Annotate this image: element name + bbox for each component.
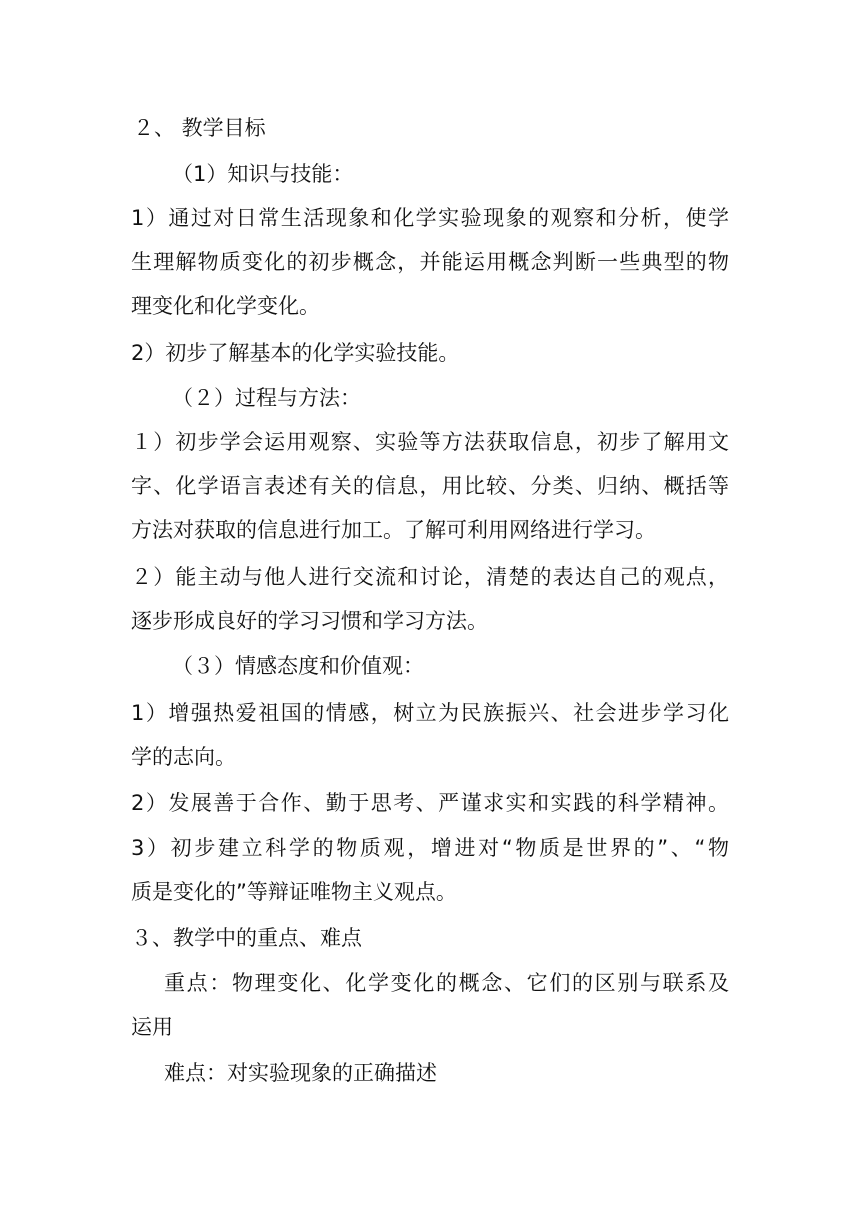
paragraph-line: 2）初步了解基本的化学实验技能。 — [131, 341, 460, 365]
subsection-heading-knowledge-skills: （1）知识与技能： — [172, 162, 354, 186]
paragraph-line: 2）发展善于合作、勤于思考、严谨求实和实践的科学精神。 — [131, 791, 729, 815]
paragraph-line: 3）初步建立科学的物质观，增进对“物质是世界的”、“物 — [131, 836, 729, 860]
paragraph-line: １）初步学会运用观察、实验等方法获取信息，初步了解用文 — [131, 430, 729, 454]
paragraph-line: 学的志向。 — [131, 745, 236, 769]
paragraph-line: 1）增强热爱祖国的情感，树立为民族振兴、社会进步学习化 — [131, 701, 729, 725]
paragraph-line: 逐步形成良好的学习习惯和学习方法。 — [131, 609, 488, 633]
subsection-heading-process-methods: （２）过程与方法： — [172, 386, 361, 410]
paragraph-line: 生理解物质变化的初步概念，并能运用概念判断一些典型的物 — [131, 250, 729, 274]
paragraph-line: 难点：对实验现象的正确描述 — [164, 1061, 437, 1085]
section-heading-key-points: ３、教学中的重点、难点 — [131, 926, 362, 950]
paragraph-line: 1）通过对日常生活现象和化学实验现象的观察和分析，使学 — [131, 206, 729, 230]
section-heading-teaching-goals: ２、 教学目标 — [133, 116, 266, 140]
paragraph-line: 理变化和化学变化。 — [131, 294, 320, 318]
paragraph-line: 运用 — [131, 1015, 173, 1039]
paragraph-line: 重点：物理变化、化学变化的概念、它们的区别与联系及 — [164, 971, 729, 995]
paragraph-line: 质是变化的”等辩证唯物主义观点。 — [131, 880, 457, 904]
paragraph-line: 字、化学语言表述有关的信息，用比较、分类、归纳、概括等 — [131, 474, 729, 498]
paragraph-line: 方法对获取的信息进行加工。了解可利用网络进行学习。 — [131, 518, 656, 542]
subsection-heading-attitudes-values: （３）情感态度和价值观： — [172, 654, 424, 678]
paragraph-line: ２）能主动与他人进行交流和讨论，清楚的表达自己的观点， — [131, 565, 729, 589]
